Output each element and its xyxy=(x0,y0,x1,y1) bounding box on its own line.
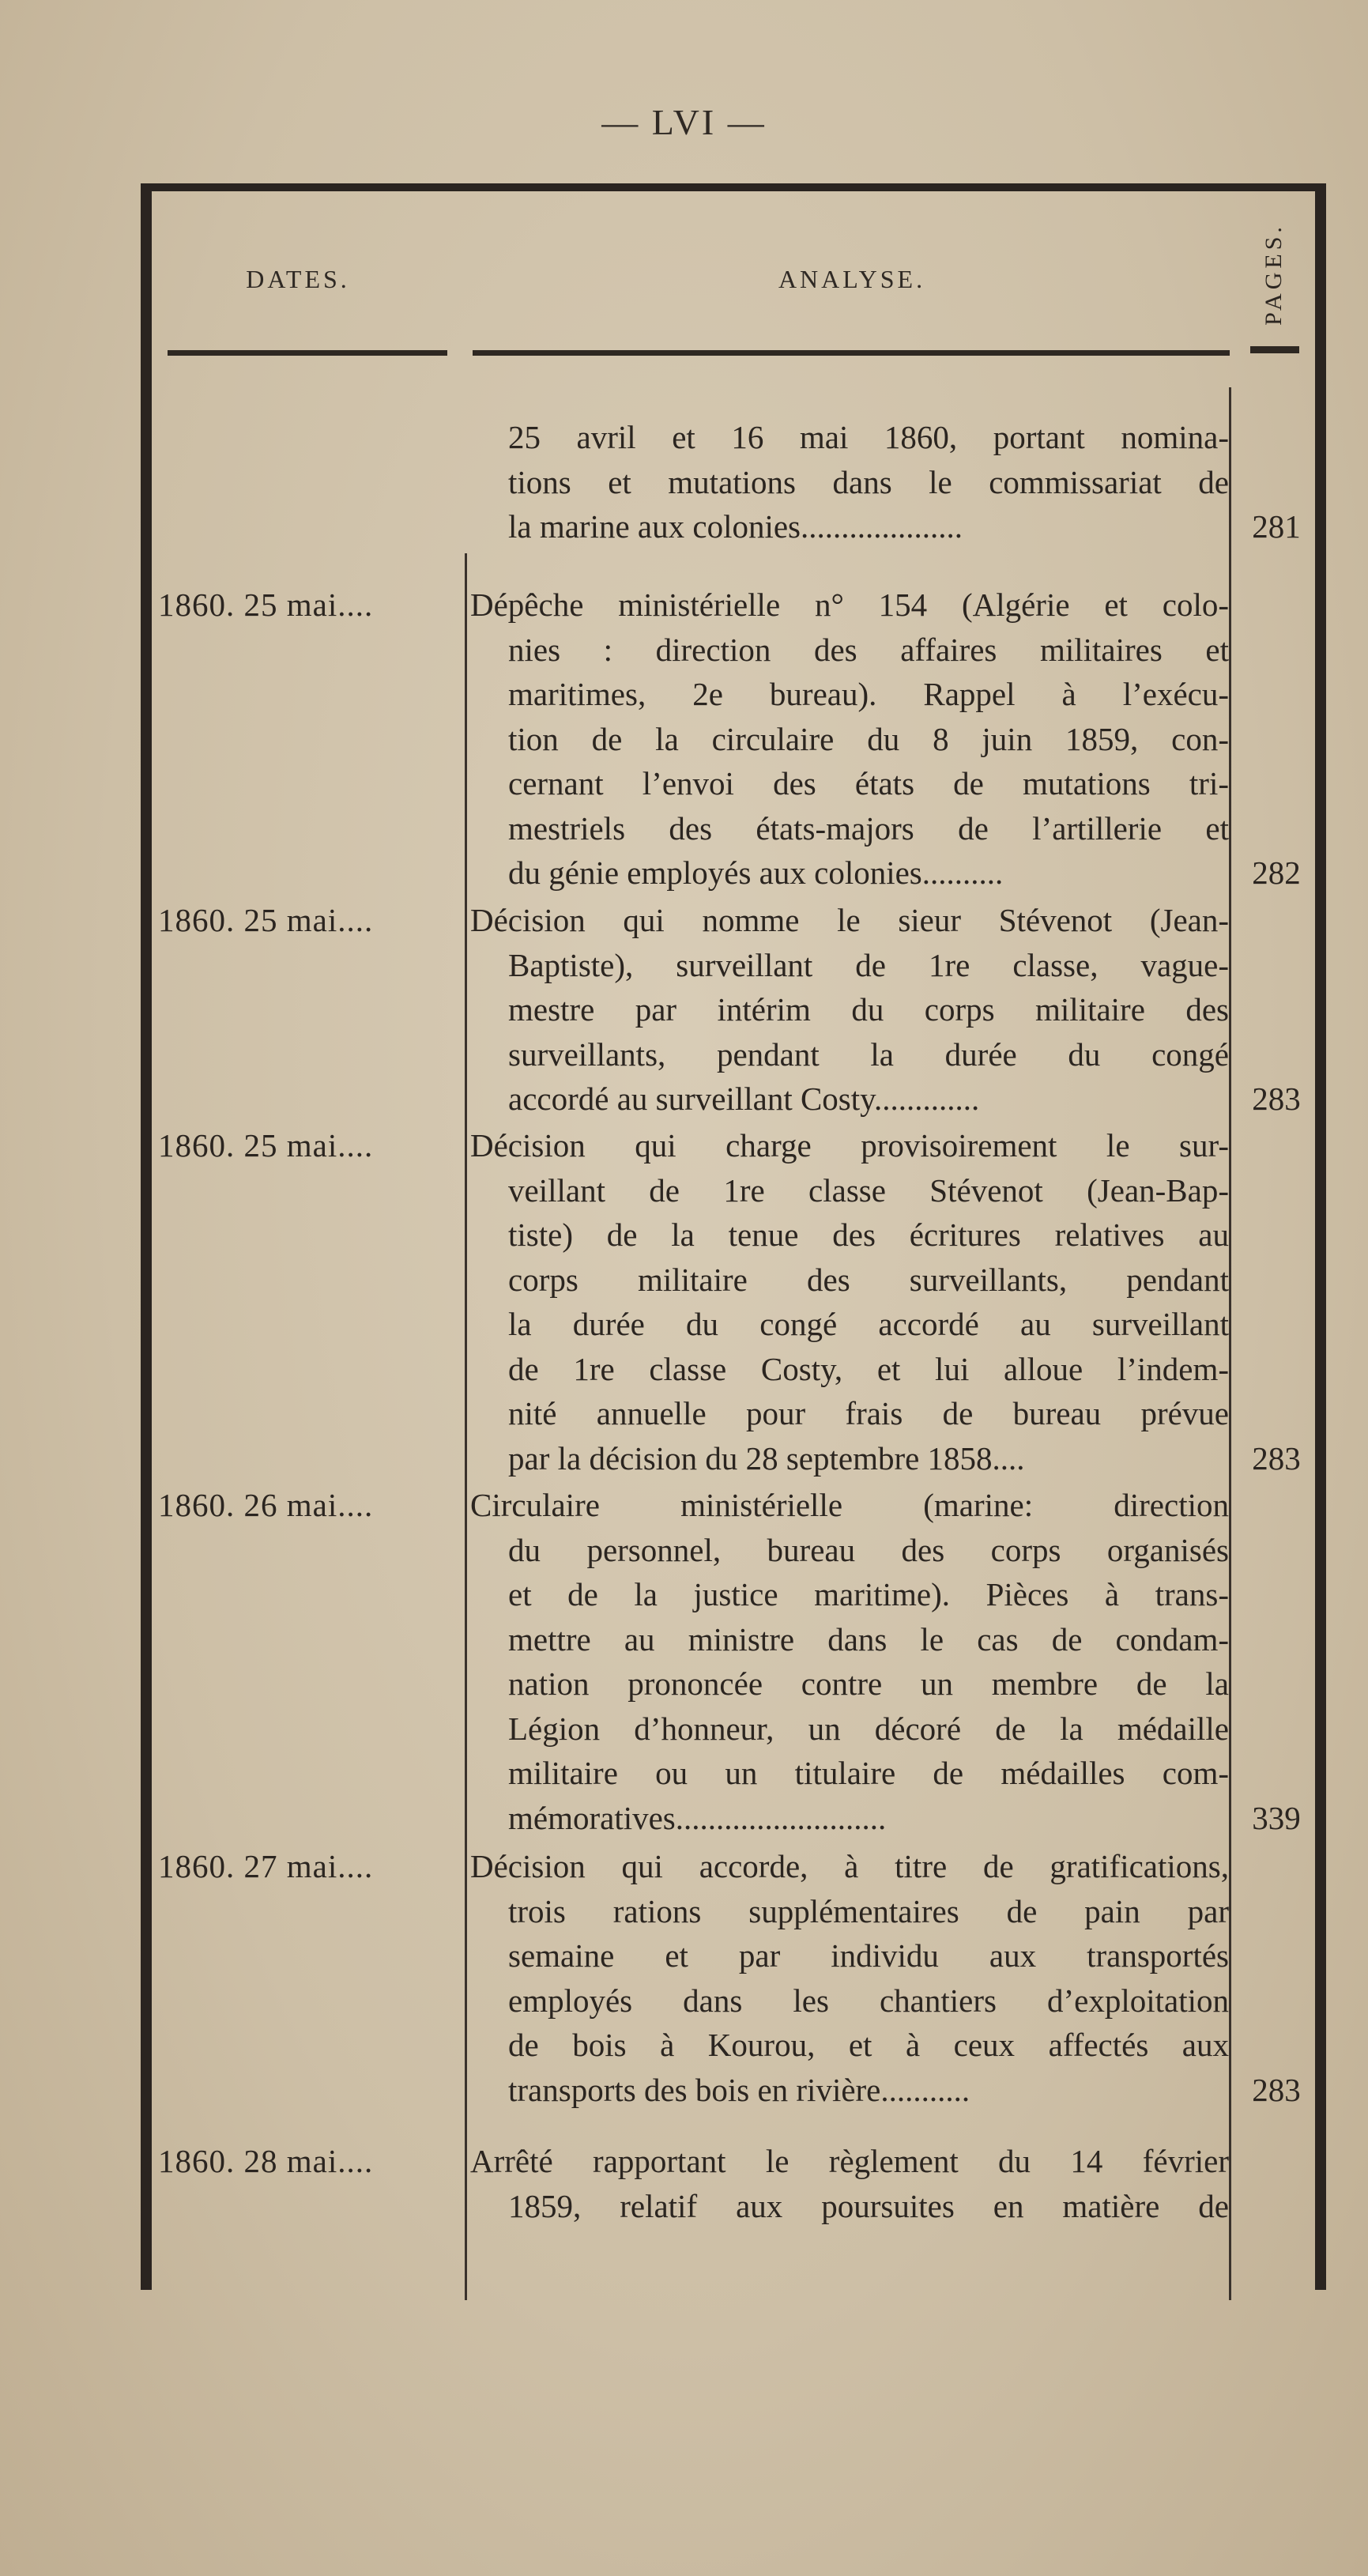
entry-text xyxy=(470,1844,1229,2112)
page-number: 339 xyxy=(1252,1800,1301,1836)
entry-date: 1860. 26 mai.... xyxy=(158,1487,374,1523)
entry-line: militaire ou un titulaire de médailles com- xyxy=(508,1755,1229,1791)
entry-line: de 1re classe Costy, et lui alloue l’indem- xyxy=(508,1350,1229,1387)
entry-line: surveillants, pendant la durée du congé xyxy=(508,1035,1229,1073)
entry-text xyxy=(470,898,1229,1122)
entry-text xyxy=(470,583,1229,896)
entry-line: Circulaire ministérielle (marine: direction xyxy=(470,1487,1229,1523)
entry-line: tions et mutations dans le commissariat de xyxy=(508,463,1229,500)
running-head: — LVI — xyxy=(601,102,767,142)
entry-line: nité annuelle pour frais de bureau prévue xyxy=(508,1395,1229,1431)
entry-line: employés dans les chantiers d’exploitation xyxy=(508,1982,1229,2019)
table-right-border xyxy=(1315,183,1326,2290)
entry-line: nation prononcée contre un membre de la xyxy=(508,1665,1229,1702)
entry-text xyxy=(470,1483,1229,1840)
entry-line: 25 avril et 16 mai 1860, portant nomina- xyxy=(508,419,1229,455)
entry-line: semaine et par individu aux transportés xyxy=(508,1937,1229,1974)
analyse-header-rule xyxy=(473,350,1230,356)
page-number: 283 xyxy=(1252,2072,1301,2108)
entry-text xyxy=(470,2139,1229,2228)
entry-line: mestriels des états-majors de l’artillerie et xyxy=(508,809,1229,847)
entry-line: et de la justice maritime). Pièces à trans- xyxy=(508,1576,1229,1612)
entry-line: mettre au ministre dans le cas de condam- xyxy=(508,1620,1229,1658)
entry-line: mestre par intérim du corps militaire des xyxy=(508,991,1229,1028)
pages-left-rule xyxy=(1229,387,1231,2300)
entry-line: cernant l’envoi des états de mutations tri- xyxy=(508,765,1229,801)
pages-header-rule xyxy=(1250,346,1299,353)
entry-line: tiste) de la tenue des écritures relatives au xyxy=(508,1216,1229,1253)
dates-header-rule xyxy=(168,350,447,356)
analyse-left-rule xyxy=(465,553,467,2300)
entry-line: du génie employés aux colonies.......... xyxy=(508,854,1004,891)
entry-text xyxy=(470,415,1229,549)
entry-line: trois rations supplémentaires de pain par xyxy=(508,1892,1229,1929)
entry-line: Décision qui accorde, à titre de gratifications, xyxy=(470,1848,1229,1884)
entry-line: Baptiste), surveillant de 1re classe, vague- xyxy=(508,946,1229,983)
entry-date: 1860. 28 mai.... xyxy=(158,2143,374,2179)
entry-text xyxy=(470,1123,1229,1480)
entry-date: 1860. 27 mai.... xyxy=(158,1848,374,1884)
entry-line: du personnel, bureau des corps organisés xyxy=(508,1531,1229,1568)
column-header-pages xyxy=(1250,207,1298,341)
page-number: 282 xyxy=(1252,854,1301,891)
table-top-border xyxy=(141,183,1326,191)
entry-line: mémoratives.......................... xyxy=(508,1799,887,1836)
entry-date: 1860. 25 mai.... xyxy=(158,1127,374,1164)
column-header-analyse: ANALYSE. xyxy=(778,265,926,293)
entry-line: par la décision du 28 septembre 1858.... xyxy=(508,1439,1025,1477)
entry-line: de bois à Kourou, et à ceux affectés aux xyxy=(508,2027,1229,2063)
entry-line: Arrêté rapportant le règlement du 14 février xyxy=(470,2143,1229,2179)
entry-line: 1859, relatif aux poursuites en matière de xyxy=(508,2187,1229,2224)
entry-line: la marine aux colonies.................... xyxy=(508,508,963,545)
entry-line: maritimes, 2e bureau). Rappel à l’exécu- xyxy=(508,676,1229,712)
column-header-pages-label: PAGES. xyxy=(1261,223,1287,326)
entry-line: tion de la circulaire du 8 juin 1859, con- xyxy=(508,720,1229,757)
entry-line: transports des bois en rivière........... xyxy=(508,2071,970,2108)
entry-line: Dépêche ministérielle n° 154 (Algérie et colo- xyxy=(470,586,1229,623)
entry-line: accordé au surveillant Costy............. xyxy=(508,1081,980,1117)
entry-line: la durée du congé accordé au surveillant xyxy=(508,1306,1229,1342)
page-number: 283 xyxy=(1252,1440,1301,1477)
entry-date: 1860. 25 mai.... xyxy=(158,586,374,623)
page-number: 281 xyxy=(1252,508,1301,545)
entry-line: veillant de 1re classe Stévenot (Jean-Bap- xyxy=(508,1171,1229,1209)
entry-line: Décision qui charge provisoirement le sur- xyxy=(470,1127,1229,1164)
table-left-border xyxy=(141,183,152,2290)
entry-line: Décision qui nomme le sieur Stévenot (Jean- xyxy=(470,902,1229,938)
entry-line: Légion d’honneur, un décoré de la médaille xyxy=(508,1710,1229,1747)
entry-date: 1860. 25 mai.... xyxy=(158,902,374,938)
column-header-dates: DATES. xyxy=(246,265,350,293)
entry-line: corps militaire des surveillants, pendant xyxy=(508,1261,1229,1298)
page-number: 283 xyxy=(1252,1081,1301,1117)
entry-line: nies : direction des affaires militaires et xyxy=(508,631,1229,668)
